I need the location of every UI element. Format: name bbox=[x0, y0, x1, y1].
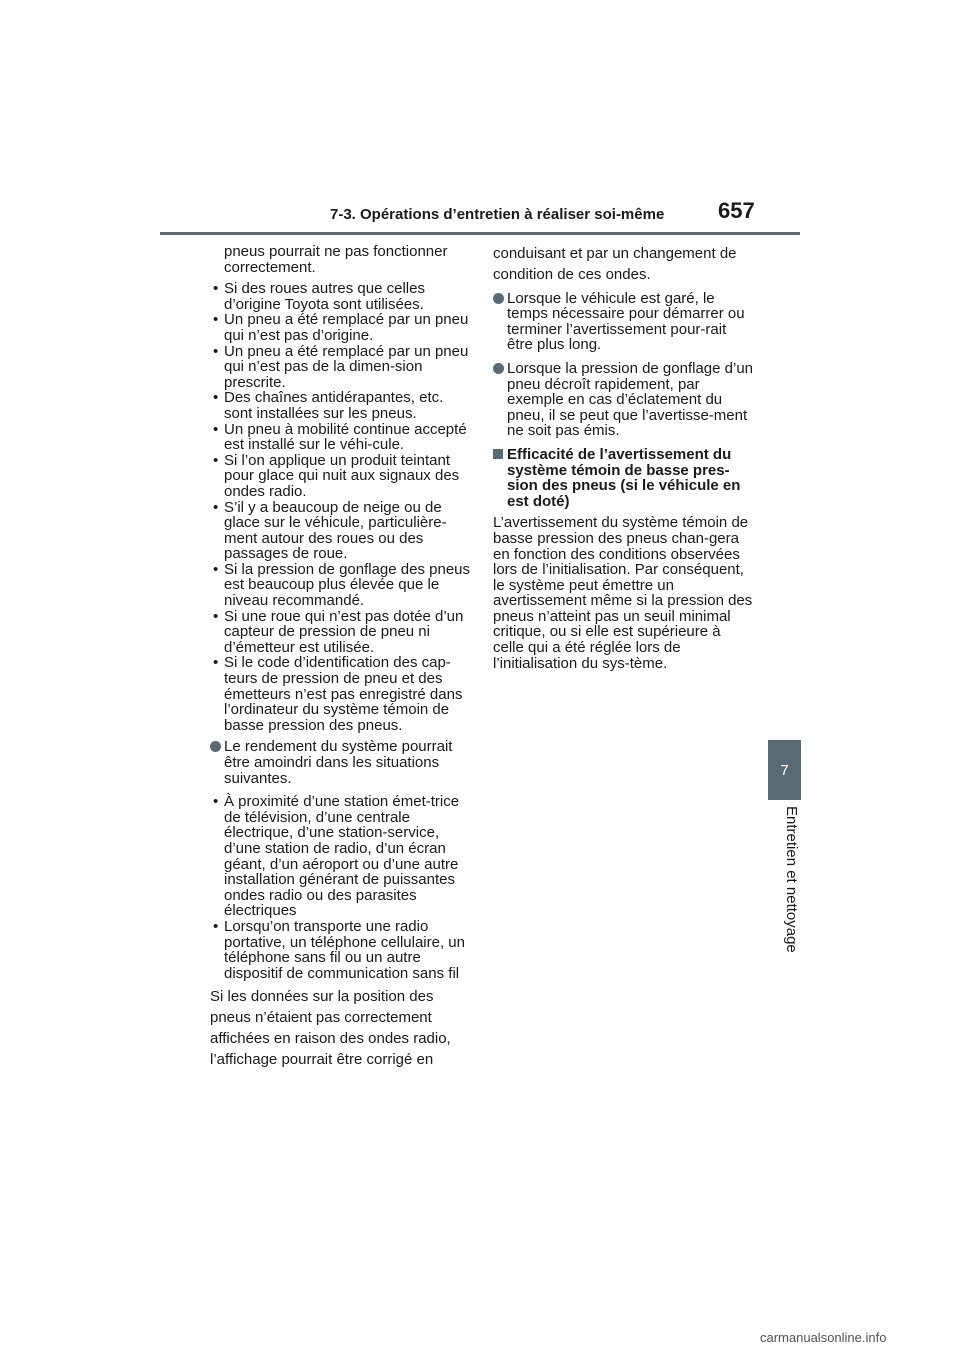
chapter-title: Entretien et nettoyage bbox=[783, 806, 800, 953]
page-number: 657 bbox=[718, 198, 755, 223]
circle-item-text: Le rendement du système pourrait être amoindri dans les situations suivantes. bbox=[224, 738, 453, 787]
list-item: • Si la pression de gonflage des pneus est beaucoup plus élevée que le niveau recommandé. bbox=[210, 562, 472, 609]
watermark: carmanualsonline.info bbox=[760, 1330, 887, 1345]
list-item: • Si l’on applique un produit teintant pour glace qui nuit aux signaux des ondes radio. bbox=[210, 453, 472, 500]
circle-item bbox=[493, 291, 755, 353]
chapter-number: 7 bbox=[780, 761, 789, 779]
circle-bullet-icon bbox=[493, 363, 504, 374]
list-item: • S’il y a beaucoup de neige ou de glace sur le véhicule, particulière-ment autour des roues ou des passages de roue. bbox=[210, 500, 472, 562]
list-item: • Un pneu a été remplacé par un pneu qui n’est pas d’origine. bbox=[210, 312, 472, 343]
header-rule bbox=[160, 232, 800, 235]
condition-list bbox=[210, 281, 472, 733]
right-column bbox=[493, 244, 755, 677]
circle-item bbox=[493, 361, 755, 439]
list-item: • Si des roues autres que celles d’origine Toyota sont utilisées. bbox=[210, 281, 472, 312]
circle-item bbox=[210, 739, 472, 786]
chapter-tab[interactable] bbox=[768, 740, 801, 800]
body-paragraph: L’avertissement du système témoin de basse pression des pneus chan-gera en fonction des conditions observées lors de l’initialisation. Par conséquent, le système peut émettre un avertissement même si la pression des pneus n’atteint pas un seuil minimal critique, ou si elle est supérieure à celle qui a été réglée lors de l’initialisation du sys-tème. bbox=[493, 514, 753, 672]
section-title: 7-3. Opérations d’entretien à réaliser soi-même bbox=[330, 206, 665, 223]
circle-item-text: Lorsque le véhicule est garé, le temps nécessaire pour démarrer ou terminer l’avertissement pour-rait être plus long. bbox=[507, 289, 745, 354]
list-item: • Des chaînes antidérapantes, etc. sont installées sur les pneus. bbox=[210, 390, 472, 421]
intro-continued: pneus pourrait ne pas fonctionner correctement. bbox=[224, 243, 448, 276]
circle-bullet-icon bbox=[493, 293, 504, 304]
continued-paragraph: conduisant et par un changement de condition de ces ondes. bbox=[493, 245, 737, 283]
list-item: • Si le code d’identification des cap-teurs de pression de pneu et des émetteurs n’est pas enregistré dans l’ordinateur du système témoin de basse pression des pneus. bbox=[210, 655, 472, 733]
left-column bbox=[210, 244, 472, 1076]
square-bullet-icon bbox=[493, 449, 503, 459]
list-item: • Si une roue qui n’est pas dotée d’un capteur de pression de pneu ni d’émetteur est utilisée. bbox=[210, 609, 472, 656]
list-item: • Un pneu à mobilité continue accepté est installé sur le véhi-cule. bbox=[210, 422, 472, 453]
list-item: • À proximité d’une station émet-trice de télévision, d’une centrale électrique, d’une station-service, d’une station de radio, d’un écran géant, d’un aéroport ou d’une autre installation générant de puissantes ondes radio ou des parasites électriques bbox=[210, 794, 472, 919]
list-item: • Un pneu a été remplacé par un pneu qui n’est pas de la dimen-sion prescrite. bbox=[210, 344, 472, 391]
section-heading-text: Efficacité de l’avertissement du système témoin de basse pres-sion des pneus (si le véhicule en est doté) bbox=[507, 445, 741, 510]
list-item: • Lorsqu’on transporte une radio portative, un téléphone cellulaire, un téléphone sans fil ou un autre dispositif de communication sans fil bbox=[210, 919, 472, 981]
section-heading bbox=[493, 447, 755, 509]
circle-item-text: Lorsque la pression de gonflage d’un pneu décroît rapidement, par exemple en cas d’éclatement du pneu, il se peut que l’avertisse-ment ne soit pas émis. bbox=[507, 359, 754, 440]
circle-bullet-icon bbox=[210, 741, 221, 752]
closing-paragraph: Si les données sur la position des pneus n’étaient pas correctement affichées en raison des ondes radio, l’affichage pourrait être corrigé en bbox=[210, 988, 451, 1068]
interference-list bbox=[210, 794, 472, 981]
